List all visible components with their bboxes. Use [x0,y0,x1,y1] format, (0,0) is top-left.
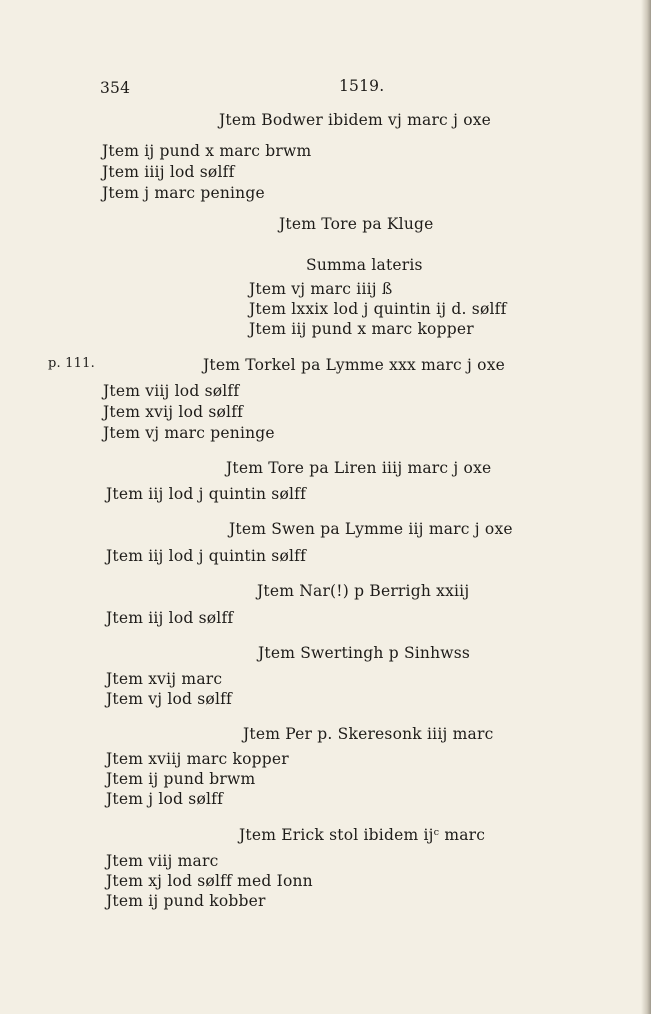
summa-line: Jtem lxxix lod j quintin ij d. sølff [249,300,507,318]
entry-line: Jtem j marc peninge [102,184,265,202]
entry-line: Jtem ij pund kobber [106,892,266,910]
entry-line: Jtem ij pund brwm [106,770,256,788]
page-edge [641,0,651,1014]
page-year: 1519. [339,77,385,95]
entry-heading: Jtem Swertingh p Sinhwss [258,644,471,662]
margin-page-reference: p. 111. [48,356,95,371]
entry-line: Jtem iij lod sølff [106,609,234,627]
entry-line: Jtem xviij marc kopper [106,750,289,768]
entry-line: Jtem viij lod sølff [103,382,240,400]
entry-line: Jtem xj lod sølff med Ionn [106,872,313,890]
entry-heading: Jtem Swen pa Lymme iij marc j oxe [229,520,513,538]
entry-line: Jtem xvij marc [106,670,223,688]
entry-line: Jtem j lod sølff [106,790,224,808]
summa-heading: Summa lateris [306,256,423,274]
entry-heading: Jtem Per p. Skeresonk iiij marc [243,725,494,743]
entry-line: Jtem vj lod sølff [106,690,232,708]
entry-heading: Jtem Bodwer ibidem vj marc j oxe [219,111,492,129]
entry-line: Jtem iiij lod sølff [102,163,235,181]
entry-heading: Jtem Erick stol ibidem ijᶜ marc [239,826,486,844]
entry-heading: Jtem Tore pa Kluge [279,215,434,233]
entry-line: Jtem vj marc peninge [103,424,275,442]
entry-line: Jtem iij lod j quintin sølff [106,485,307,503]
entry-line: Jtem iij lod j quintin sølff [106,547,307,565]
entry-heading: Jtem Nar(!) p Berrigh xxiij [257,582,470,600]
page-number: 354 [100,79,131,97]
summa-line: Jtem iij pund x marc kopper [249,320,474,338]
entry-heading: Jtem Torkel pa Lymme xxx marc j oxe [203,356,506,374]
entry-line: Jtem xvij lod sølff [103,403,244,421]
entry-heading: Jtem Tore pa Liren iiij marc j oxe [226,459,492,477]
entry-line: Jtem ij pund x marc brwm [102,142,312,160]
entry-line: Jtem viij marc [106,852,219,870]
summa-line: Jtem vj marc iiij ß [249,280,393,298]
